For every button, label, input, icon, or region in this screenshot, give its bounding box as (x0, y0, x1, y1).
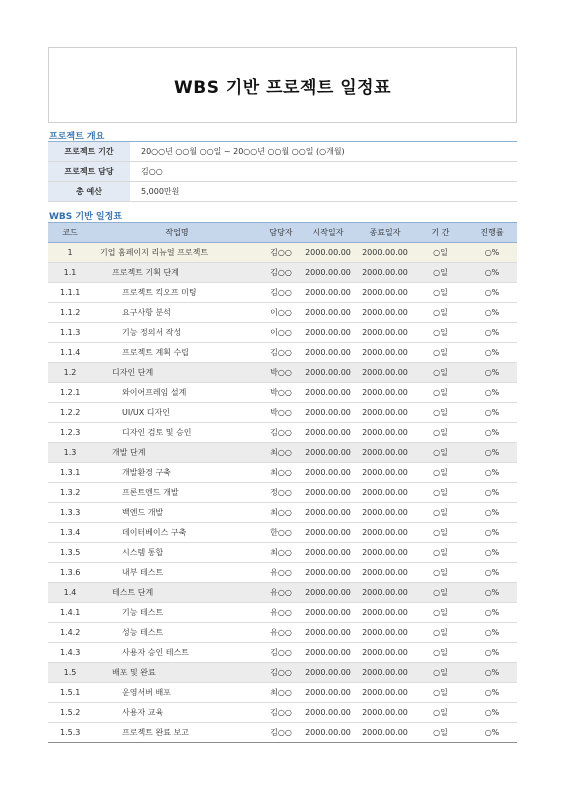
task-name: 프로젝트 완료 보고 (92, 723, 262, 743)
overview-label: 프로젝트 담당 (48, 162, 130, 182)
task-name: 프로젝트 기획 단계 (92, 263, 262, 283)
task-duration: ○일 (414, 703, 467, 723)
task-owner: 최○○ (262, 443, 300, 463)
task-name: 시스템 통합 (92, 543, 262, 563)
task-start: 2000.00.00 (300, 723, 356, 743)
task-name: 개발 단계 (92, 443, 262, 463)
task-owner: 이○○ (262, 323, 300, 343)
task-owner: 김○○ (262, 423, 300, 443)
task-code: 1.3.3 (48, 503, 92, 523)
task-end: 2000.00.00 (356, 663, 414, 683)
column-header: 코드 (48, 223, 92, 243)
task-duration: ○일 (414, 463, 467, 483)
task-code: 1.4 (48, 583, 92, 603)
task-duration: ○일 (414, 723, 467, 743)
task-end: 2000.00.00 (356, 563, 414, 583)
task-duration: ○일 (414, 363, 467, 383)
task-progress: ○% (467, 283, 517, 303)
task-code: 1.3.4 (48, 523, 92, 543)
task-end: 2000.00.00 (356, 683, 414, 703)
column-header: 작업명 (92, 223, 262, 243)
overview-row (48, 142, 517, 162)
task-progress: ○% (467, 503, 517, 523)
table-row (48, 583, 517, 603)
task-progress: ○% (467, 343, 517, 363)
task-start: 2000.00.00 (300, 523, 356, 543)
task-end: 2000.00.00 (356, 303, 414, 323)
task-owner: 박○○ (262, 363, 300, 383)
task-owner: 유○○ (262, 563, 300, 583)
overview-value: 김○○ (130, 162, 517, 182)
table-row (48, 283, 517, 303)
task-start: 2000.00.00 (300, 463, 356, 483)
task-duration: ○일 (414, 623, 467, 643)
table-row (48, 543, 517, 563)
task-progress: ○% (467, 403, 517, 423)
task-duration: ○일 (414, 563, 467, 583)
task-code: 1.1.4 (48, 343, 92, 363)
task-owner: 박○○ (262, 383, 300, 403)
task-start: 2000.00.00 (300, 623, 356, 643)
task-name: UI/UX 디자인 (92, 403, 262, 423)
task-end: 2000.00.00 (356, 523, 414, 543)
task-code: 1.5 (48, 663, 92, 683)
task-duration: ○일 (414, 343, 467, 363)
task-code: 1.4.1 (48, 603, 92, 623)
task-start: 2000.00.00 (300, 703, 356, 723)
task-progress: ○% (467, 263, 517, 283)
task-progress: ○% (467, 583, 517, 603)
task-code: 1.1.1 (48, 283, 92, 303)
task-end: 2000.00.00 (356, 503, 414, 523)
table-row (48, 603, 517, 623)
table-row (48, 423, 517, 443)
task-end: 2000.00.00 (356, 603, 414, 623)
task-duration: ○일 (414, 263, 467, 283)
table-row (48, 563, 517, 583)
page-title: WBS 기반 프로젝트 일정표 (173, 77, 391, 98)
task-start: 2000.00.00 (300, 363, 356, 383)
wbs-table (48, 222, 517, 743)
task-owner: 최○○ (262, 543, 300, 563)
task-progress: ○% (467, 303, 517, 323)
task-end: 2000.00.00 (356, 643, 414, 663)
task-end: 2000.00.00 (356, 263, 414, 283)
title-box (48, 47, 517, 123)
table-row (48, 523, 517, 543)
task-code: 1.3.1 (48, 463, 92, 483)
task-start: 2000.00.00 (300, 583, 356, 603)
task-code: 1.2 (48, 363, 92, 383)
task-name: 와이어프레임 설계 (92, 383, 262, 403)
task-start: 2000.00.00 (300, 343, 356, 363)
column-header: 종료일자 (356, 223, 414, 243)
table-row (48, 683, 517, 703)
schedule-section-label: WBS 기반 일정표 (49, 212, 123, 222)
task-end: 2000.00.00 (356, 343, 414, 363)
task-code: 1.5.3 (48, 723, 92, 743)
task-progress: ○% (467, 563, 517, 583)
overview-table (48, 141, 517, 202)
overview-row (48, 162, 517, 182)
task-code: 1 (48, 243, 92, 263)
task-end: 2000.00.00 (356, 623, 414, 643)
table-row (48, 723, 517, 743)
task-start: 2000.00.00 (300, 503, 356, 523)
task-name: 디자인 단계 (92, 363, 262, 383)
task-progress: ○% (467, 243, 517, 263)
task-name: 프로젝트 계획 수립 (92, 343, 262, 363)
task-progress: ○% (467, 623, 517, 643)
task-progress: ○% (467, 423, 517, 443)
task-name: 프로젝트 킥오프 미팅 (92, 283, 262, 303)
task-name: 개발환경 구축 (92, 463, 262, 483)
task-start: 2000.00.00 (300, 683, 356, 703)
task-progress: ○% (467, 703, 517, 723)
task-owner: 김○○ (262, 723, 300, 743)
task-duration: ○일 (414, 303, 467, 323)
task-duration: ○일 (414, 523, 467, 543)
task-end: 2000.00.00 (356, 383, 414, 403)
task-start: 2000.00.00 (300, 483, 356, 503)
task-duration: ○일 (414, 663, 467, 683)
task-start: 2000.00.00 (300, 263, 356, 283)
task-start: 2000.00.00 (300, 443, 356, 463)
task-end: 2000.00.00 (356, 323, 414, 343)
task-name: 프론트엔드 개발 (92, 483, 262, 503)
task-progress: ○% (467, 723, 517, 743)
task-end: 2000.00.00 (356, 443, 414, 463)
task-start: 2000.00.00 (300, 403, 356, 423)
task-progress: ○% (467, 323, 517, 343)
task-owner: 김○○ (262, 263, 300, 283)
task-code: 1.4.2 (48, 623, 92, 643)
task-code: 1.4.3 (48, 643, 92, 663)
task-end: 2000.00.00 (356, 723, 414, 743)
overview-label: 총 예산 (48, 182, 130, 202)
column-header: 시작일자 (300, 223, 356, 243)
task-code: 1.3.5 (48, 543, 92, 563)
task-owner: 김○○ (262, 343, 300, 363)
task-code: 1.3.2 (48, 483, 92, 503)
task-code: 1.5.2 (48, 703, 92, 723)
task-code: 1.2.2 (48, 403, 92, 423)
task-progress: ○% (467, 383, 517, 403)
column-header: 기 간 (414, 223, 467, 243)
overview-value: 5,000만원 (130, 182, 517, 202)
wbs-header-row (48, 223, 517, 243)
task-end: 2000.00.00 (356, 703, 414, 723)
task-progress: ○% (467, 603, 517, 623)
task-owner: 김○○ (262, 243, 300, 263)
task-progress: ○% (467, 463, 517, 483)
table-row (48, 243, 517, 263)
task-name: 기능 정의서 작성 (92, 323, 262, 343)
column-header: 담당자 (262, 223, 300, 243)
task-code: 1.5.1 (48, 683, 92, 703)
task-code: 1.1.2 (48, 303, 92, 323)
overview-section-label: 프로젝트 개요 (49, 132, 105, 142)
task-duration: ○일 (414, 383, 467, 403)
table-row (48, 623, 517, 643)
task-name: 사용자 승인 테스트 (92, 643, 262, 663)
task-start: 2000.00.00 (300, 663, 356, 683)
task-owner: 한○○ (262, 523, 300, 543)
task-name: 데이터베이스 구축 (92, 523, 262, 543)
column-header: 진행률 (467, 223, 517, 243)
task-owner: 유○○ (262, 603, 300, 623)
task-owner: 정○○ (262, 483, 300, 503)
table-row (48, 663, 517, 683)
task-progress: ○% (467, 483, 517, 503)
task-owner: 박○○ (262, 403, 300, 423)
table-row (48, 483, 517, 503)
task-owner: 김○○ (262, 703, 300, 723)
task-owner: 김○○ (262, 643, 300, 663)
table-row (48, 703, 517, 723)
overview-row (48, 182, 517, 202)
task-progress: ○% (467, 443, 517, 463)
table-row (48, 343, 517, 363)
table-row (48, 503, 517, 523)
task-owner: 최○○ (262, 683, 300, 703)
task-end: 2000.00.00 (356, 363, 414, 383)
task-end: 2000.00.00 (356, 403, 414, 423)
task-duration: ○일 (414, 243, 467, 263)
task-end: 2000.00.00 (356, 543, 414, 563)
table-row (48, 363, 517, 383)
task-owner: 김○○ (262, 663, 300, 683)
task-start: 2000.00.00 (300, 383, 356, 403)
task-start: 2000.00.00 (300, 423, 356, 443)
task-start: 2000.00.00 (300, 603, 356, 623)
task-start: 2000.00.00 (300, 243, 356, 263)
task-name: 기업 홈페이지 리뉴얼 프로젝트 (92, 243, 262, 263)
table-row (48, 643, 517, 663)
task-start: 2000.00.00 (300, 283, 356, 303)
task-start: 2000.00.00 (300, 643, 356, 663)
overview-label: 프로젝트 기간 (48, 142, 130, 162)
task-name: 기능 테스트 (92, 603, 262, 623)
task-duration: ○일 (414, 283, 467, 303)
table-row (48, 403, 517, 423)
task-end: 2000.00.00 (356, 463, 414, 483)
task-duration: ○일 (414, 643, 467, 663)
task-name: 성능 테스트 (92, 623, 262, 643)
task-code: 1.3.6 (48, 563, 92, 583)
task-end: 2000.00.00 (356, 483, 414, 503)
task-start: 2000.00.00 (300, 543, 356, 563)
task-duration: ○일 (414, 483, 467, 503)
task-progress: ○% (467, 663, 517, 683)
task-progress: ○% (467, 543, 517, 563)
task-name: 테스트 단계 (92, 583, 262, 603)
task-code: 1.1 (48, 263, 92, 283)
task-name: 요구사항 분석 (92, 303, 262, 323)
table-row (48, 323, 517, 343)
task-start: 2000.00.00 (300, 303, 356, 323)
table-row (48, 303, 517, 323)
task-code: 1.1.3 (48, 323, 92, 343)
task-duration: ○일 (414, 403, 467, 423)
task-name: 디자인 검토 및 승인 (92, 423, 262, 443)
task-code: 1.2.3 (48, 423, 92, 443)
task-end: 2000.00.00 (356, 283, 414, 303)
overview-value: 20○○년 ○○월 ○○일 ~ 20○○년 ○○월 ○○일 (○개월) (130, 142, 517, 162)
table-row (48, 463, 517, 483)
table-row (48, 263, 517, 283)
task-name: 사용자 교육 (92, 703, 262, 723)
task-start: 2000.00.00 (300, 323, 356, 343)
task-end: 2000.00.00 (356, 583, 414, 603)
task-duration: ○일 (414, 503, 467, 523)
task-code: 1.3 (48, 443, 92, 463)
task-name: 운영서버 배포 (92, 683, 262, 703)
task-progress: ○% (467, 523, 517, 543)
table-row (48, 383, 517, 403)
task-owner: 이○○ (262, 303, 300, 323)
task-code: 1.2.1 (48, 383, 92, 403)
task-owner: 김○○ (262, 283, 300, 303)
task-owner: 최○○ (262, 503, 300, 523)
task-name: 배포 및 완료 (92, 663, 262, 683)
task-duration: ○일 (414, 603, 467, 623)
task-progress: ○% (467, 683, 517, 703)
task-progress: ○% (467, 643, 517, 663)
task-duration: ○일 (414, 443, 467, 463)
task-name: 내부 테스트 (92, 563, 262, 583)
task-progress: ○% (467, 363, 517, 383)
task-duration: ○일 (414, 423, 467, 443)
task-duration: ○일 (414, 543, 467, 563)
task-owner: 유○○ (262, 623, 300, 643)
task-duration: ○일 (414, 583, 467, 603)
task-owner: 유○○ (262, 583, 300, 603)
task-name: 백엔드 개발 (92, 503, 262, 523)
task-start: 2000.00.00 (300, 563, 356, 583)
task-duration: ○일 (414, 683, 467, 703)
table-row (48, 443, 517, 463)
task-duration: ○일 (414, 323, 467, 343)
task-end: 2000.00.00 (356, 243, 414, 263)
task-owner: 최○○ (262, 463, 300, 483)
task-end: 2000.00.00 (356, 423, 414, 443)
